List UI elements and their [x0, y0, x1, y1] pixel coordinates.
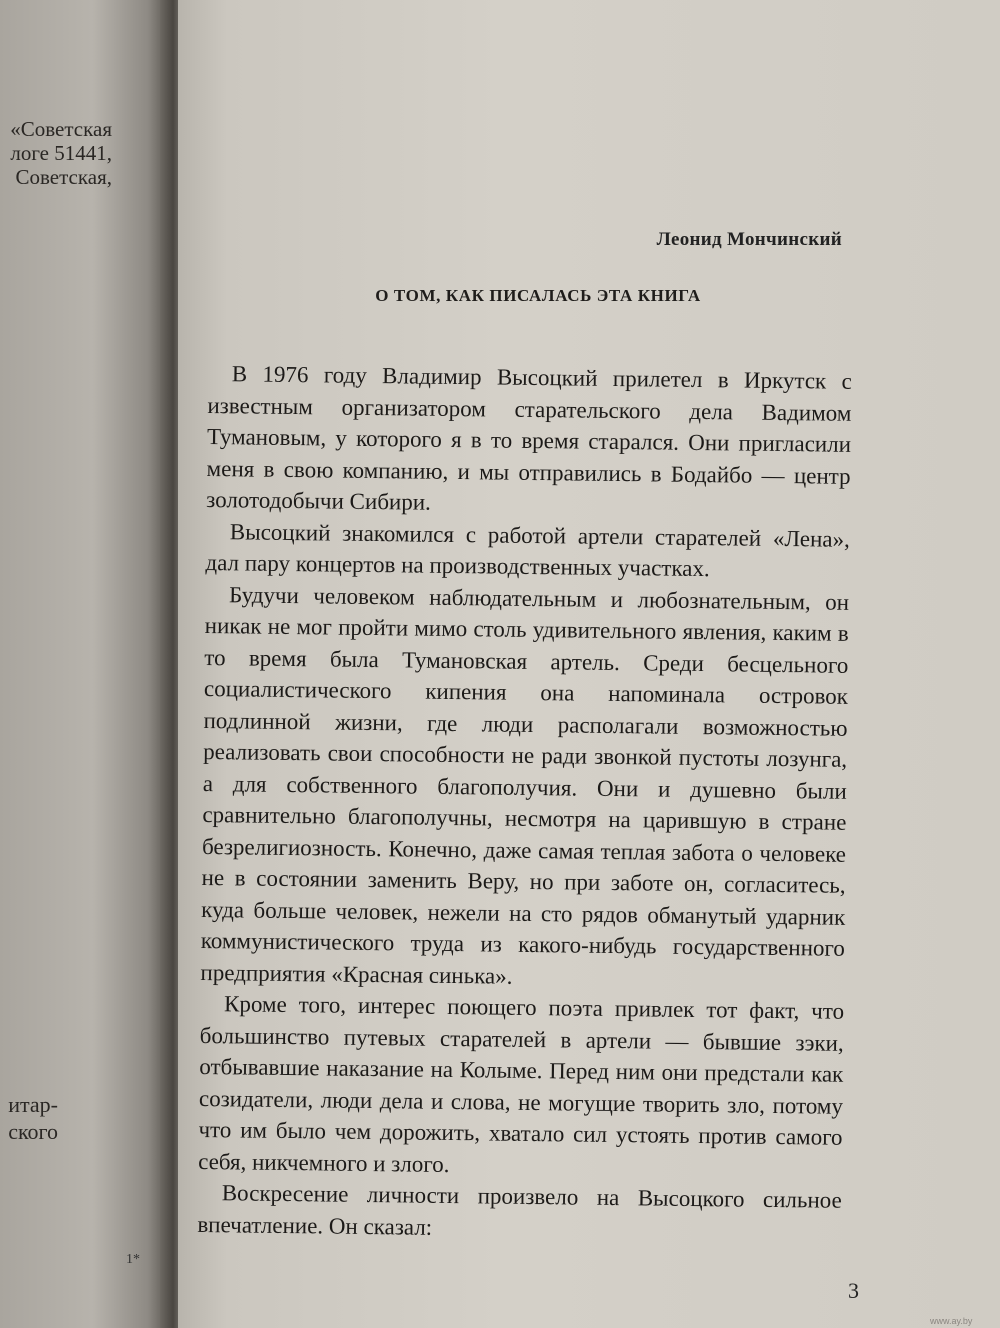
page-number: 3	[848, 1278, 859, 1303]
left-page-top-text	[0, 117, 112, 189]
watermark-text: www.ay.by	[930, 1316, 973, 1326]
author-name: Леонид Мончинский	[656, 229, 842, 250]
left-line: ского	[8, 1119, 58, 1144]
left-line: Советская,	[15, 165, 112, 189]
left-line: «Советская	[10, 117, 112, 141]
body-text	[197, 358, 852, 1248]
chapter-title: О ТОМ, КАК ПИСАЛАСЬ ЭТА КНИГА	[375, 286, 701, 305]
paragraph: Будучи человеком наблюдательным и любознательным, он никак не мог пройти мимо столь удивительного явления, каким в то время была Тумановская артель. Среди бесцельного социалистического кипения она напоминала островок подлинной жизни, где люди располагали возможностью реализовать свои способности не ради звонкой пустоты лозунга, а для собственного благополучия. Они и душевно были сравнительно благополучны, несмотря на царившую в стране безрелигиозность. Конечно, даже самая теплая забота о человеке не в состоянии заменить Веру, но при заботе он, согласитесь, куда больше человек, нежели на сто рядов обманутый ударник коммунистического труда из какого-нибудь государственного предприятия «Красная синька».	[200, 581, 850, 989]
left-line: итар-	[8, 1092, 58, 1117]
paragraph: В 1976 году Владимир Высоцкий прилетел в Иркутск с известным организатором старательского дела Вадимом Тумановым, у которого я в то время старался. Они пригласили меня в свою компанию, и мы отправились в Бодайбо — центр золотодобычи Сибири.	[206, 361, 852, 515]
paragraph: Воскресение личности произвело на Высоцкого сильное впечатление. Он сказал:	[197, 1180, 842, 1240]
paragraph: Кроме того, интерес поющего поэта привлек тот факт, что большинство путевых старателей в артели — бывшие зэки, отбывавшие наказание на Колыме. Перед ним они предстали как созидатели, люди дела и слова, не могущие творить зло, потому что им было чем дорожить, хватало сил устоять против самого себя, никчемного и злого.	[198, 991, 845, 1177]
left-line: логе 51441,	[10, 141, 112, 165]
signature-mark: 1*	[126, 1252, 140, 1267]
left-page-bottom-text	[0, 1091, 58, 1145]
paragraph: Высоцкий знакомился с работой артели старателей «Лена», дал пару концертов на производственных участках.	[205, 518, 850, 582]
left-page	[0, 0, 168, 1328]
